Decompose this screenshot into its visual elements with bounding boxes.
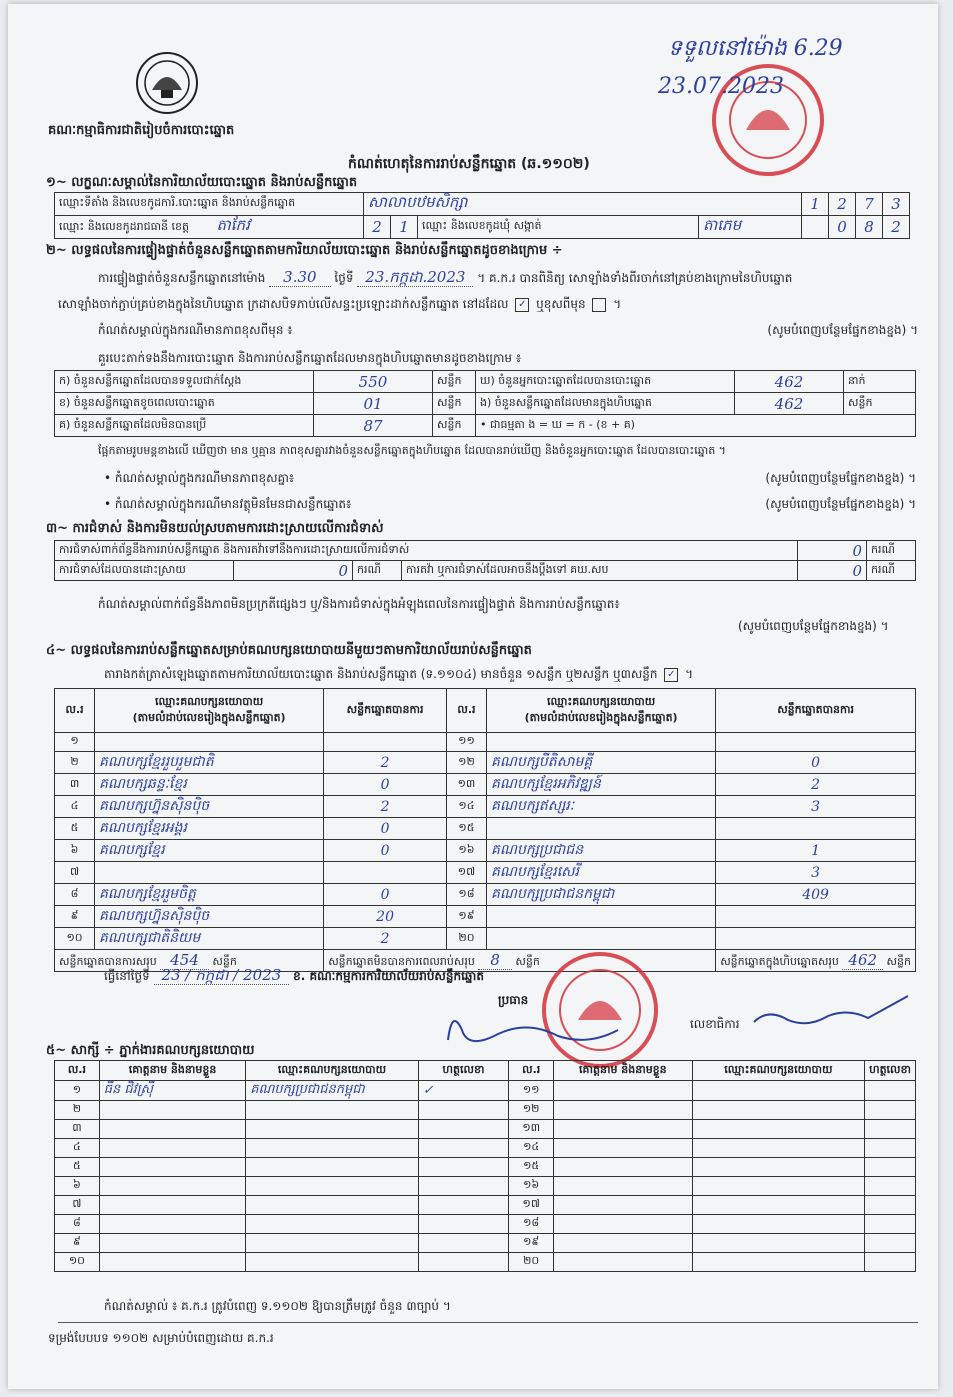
section5-heading: ៥~ សាក្សី ÷ ភ្នាក់ងារគណបក្សនយោបាយ bbox=[46, 1043, 255, 1058]
party-no: ១៤ bbox=[446, 796, 486, 818]
witness-signature bbox=[418, 1253, 509, 1272]
witness-row bbox=[55, 1215, 916, 1234]
party-name: គណបក្សហ្វ៊ុនស៊ិនប៉ិច bbox=[95, 906, 324, 928]
commune-code-1: 0 bbox=[829, 216, 856, 239]
same-checkbox[interactable]: ✓ bbox=[515, 298, 529, 312]
party-name: គណបក្សបីតិសាមគ្គី bbox=[487, 752, 716, 774]
party-row bbox=[55, 928, 916, 950]
party-no: ១៣ bbox=[446, 774, 486, 796]
party-row bbox=[55, 884, 916, 906]
party-name: គណបក្សឆន្ទៈខ្មែរ bbox=[95, 774, 324, 796]
section3-heading: ៣~ ការជំទាស់ និងការមិនយល់ស្របតាមការដោះស្រាយលើការជំទាស់ bbox=[46, 521, 384, 536]
appeals-value: 0 bbox=[798, 561, 867, 581]
province-code-1: 2 bbox=[364, 216, 391, 239]
party-name: គណបក្សខ្មែររួមចិត្ត bbox=[95, 884, 324, 906]
party-rows bbox=[55, 733, 916, 950]
witness-signature bbox=[418, 1234, 509, 1253]
party-name bbox=[95, 862, 324, 884]
party-name: គណបក្សខ្មែរអង្គរ bbox=[95, 818, 324, 840]
unused-ballots-value: 87 bbox=[314, 415, 433, 437]
witness-name bbox=[99, 1120, 245, 1139]
location-value: សាលាបឋមសិក្សា bbox=[364, 193, 802, 216]
section2-heading: ២~ លទ្ធផលនៃការផ្ទៀងផ្ទាត់ចំនួនសន្លឹកឆ្នោតតាមការិយាល័យបោះឆ្នោត និងរាប់សន្លឹកឆ្នោតដូចខាងក្រោម ÷ bbox=[46, 243, 563, 258]
witness-name bbox=[99, 1101, 245, 1120]
location-label: ឈ្មោះទីតាំង និងលេខកូដការិ.បោះឆ្នោត និងរាប់សន្លឹកឆ្នោត bbox=[55, 193, 364, 216]
witness-name bbox=[99, 1177, 245, 1196]
received-ballots-value: 550 bbox=[314, 371, 433, 393]
tally-3-sheets-checkbox[interactable]: ✓ bbox=[664, 668, 678, 682]
witness-no: ៧ bbox=[55, 1196, 100, 1215]
witness-party bbox=[246, 1215, 418, 1234]
party-votes: 0 bbox=[324, 774, 447, 796]
witness-no: ១១ bbox=[509, 1081, 554, 1101]
chairman-label: ប្រធាន bbox=[498, 993, 529, 1007]
party-name: គណបក្សខ្មែររួបរួមជាតិ bbox=[95, 752, 324, 774]
bullet-difference-note: • កំណត់សម្គាល់ក្នុងករណីមានភាពខុសគ្នា៖ bbox=[104, 471, 295, 485]
witness-name bbox=[554, 1253, 693, 1272]
witness-name bbox=[554, 1196, 693, 1215]
witness-signature bbox=[865, 1253, 916, 1272]
witness-row bbox=[55, 1158, 916, 1177]
bullet-nonballot-note: • កំណត់សម្គាល់ក្នុងករណីមានវត្ថុមិនមែនជាសន្លឹកឆ្នោត៖ bbox=[104, 497, 352, 511]
party-no: ២០ bbox=[446, 928, 486, 950]
footer-divider bbox=[58, 1322, 918, 1323]
witness-name bbox=[99, 1158, 245, 1177]
party-name: គណបក្សខ្មែរសេរី bbox=[487, 862, 716, 884]
witness-no: ៦ bbox=[55, 1177, 100, 1196]
witness-party bbox=[692, 1139, 864, 1158]
party-row bbox=[55, 818, 916, 840]
location-table bbox=[54, 192, 910, 239]
party-votes: 0 bbox=[716, 752, 916, 774]
commune-value: តាភេម bbox=[699, 216, 802, 239]
witness-signature bbox=[865, 1215, 916, 1234]
witness-signature bbox=[865, 1177, 916, 1196]
party-votes: 3 bbox=[716, 862, 916, 884]
province-code-2: 1 bbox=[391, 216, 418, 239]
received-date-note: 23.07.2023 bbox=[658, 74, 784, 99]
party-no: ៥ bbox=[55, 818, 95, 840]
witness-no: ៨ bbox=[55, 1215, 100, 1234]
party-row bbox=[55, 862, 916, 884]
witness-name: ធីន ជិវស្រ៊ី bbox=[99, 1081, 245, 1101]
tally-sheet-count: តារាងកត់ត្រាសំឡេងឆ្នោតតាមការិយាល័យបោះឆ្នោត និងរាប់សន្លឹកឆ្នោត (ទ.១១០៤) មានចំនួន ១សន្លឹក ឬ២សន្លឹក ឬ៣សន្លឹក ✓ ។ bbox=[104, 667, 694, 681]
party-name: គណបក្សខ្មែរ bbox=[95, 840, 324, 862]
party-row bbox=[55, 796, 916, 818]
party-votes: 3 bbox=[716, 796, 916, 818]
witness-party bbox=[692, 1196, 864, 1215]
witness-party bbox=[692, 1215, 864, 1234]
verify-date: 23.កក្កដា.2023 bbox=[357, 268, 473, 287]
party-no: ៧ bbox=[55, 862, 95, 884]
party-name: គណបក្សឥស្សរៈ bbox=[487, 796, 716, 818]
commune-code-3: 2 bbox=[883, 216, 910, 239]
witness-signature bbox=[418, 1120, 509, 1139]
ballot-count-table: ក) ចំនួនសន្លឹកឆ្នោតដែលបានទទួលជាក់ស្តែង 550 សន្លឹក ឃ) ចំនួនអ្នកបោះឆ្នោតដែលបានបោះឆ្នោត 462 នាក់ ខ) ចំនួនសន្លឹកឆ្នោតខូចពេលបោះឆ្នោត 01 សន្លឹក ង) ចំនួនសន្លឹកឆ្នោតដែលមានក្នុងហិបឆ្នោត 462 សន្លឹក គ) ចំនួនសន្លឹកឆ្នោតដែលមិនបានប្រើ 87 សន្លឹក • ជាធម្មតា ង = ឃ = ក - (ខ + គ) bbox=[54, 370, 916, 437]
irregularity-note: កំណត់សម្គាល់ពាក់ព័ន្ធនឹងភាពមិនប្រក្រតីផ្សេងៗ ឬ/និងការជំទាស់ក្នុងអំឡុងពេលនៃការផ្ទៀងផ្ទាត់ និងការរាប់សន្លឹកឆ្នោត៖ bbox=[98, 597, 620, 611]
witness-party bbox=[246, 1234, 418, 1253]
witness-no: ៩ bbox=[55, 1234, 100, 1253]
party-no: ១៥ bbox=[446, 818, 486, 840]
witness-name bbox=[554, 1101, 693, 1120]
ballots-in-box-value: 462 bbox=[735, 393, 844, 415]
party-name: គណបក្សខ្មែរអភិវឌ្ឍន៍ bbox=[487, 774, 716, 796]
witness-signature bbox=[865, 1101, 916, 1120]
province-value: តាកែវ bbox=[216, 216, 250, 234]
verify-line-1: ការផ្ទៀងផ្ទាត់ចំនួនសន្លឹកឆ្នោតនៅម៉ោង 3.30 ថ្ងៃទី 23.កក្កដា.2023 ។ គ.ក.រ បានពិនិត្យ សោឡាំងទាំងពីរចាក់នៅគ្រប់ខាងក្រោមនៃហិបឆ្នោត bbox=[98, 268, 793, 286]
party-name: គណបក្សហ្វ៊ុនស៊ិនប៉ិច bbox=[95, 796, 324, 818]
party-no: ១៧ bbox=[446, 862, 486, 884]
verify-line-2: សោឡាំងចាក់ភ្ជាប់គ្រប់ខាងក្នុងនៃហិបឆ្នោត ក្រដាសបិទភាប់លើសន្ទះប្រឡោះដាក់សន្លឹកឆ្នោត នៅដដែល ✓ ឬខុសពីមុន ។ bbox=[58, 297, 622, 311]
location-code-2: 2 bbox=[829, 193, 856, 216]
witness-signature bbox=[418, 1139, 509, 1158]
party-row bbox=[55, 733, 916, 752]
party-name bbox=[487, 928, 716, 950]
section1-heading: ១~ លក្ខណៈសម្គាល់នៃការិយាល័យបោះឆ្នោត និងរាប់សន្លឹកឆ្នោត bbox=[46, 175, 358, 190]
org-name: គណៈកម្មាធិការជាតិរៀបចំការបោះឆ្នោត bbox=[48, 123, 235, 138]
witness-no: ១៩ bbox=[509, 1234, 554, 1253]
party-no: ២ bbox=[55, 752, 95, 774]
footnote: កំណត់សម្គាល់ ៖ គ.ក.រ ត្រូវបំពេញ ទ.១១០២ ឱ្យបានត្រឹមត្រូវ ចំនួន ៣ច្បាប់ ។ bbox=[104, 1299, 451, 1313]
witness-signature: ✓ bbox=[418, 1081, 509, 1101]
commune-code-2: 8 bbox=[856, 216, 883, 239]
witness-signature bbox=[865, 1120, 916, 1139]
witness-row bbox=[55, 1196, 916, 1215]
witness-signature bbox=[418, 1101, 509, 1120]
voters-value: 462 bbox=[735, 371, 844, 393]
party-votes bbox=[716, 928, 916, 950]
verify-note-line: កំណត់សម្គាល់ក្នុងករណីមានភាពខុសពីមុន ៖ (សូមបំពេញបន្ថែមផ្នែកខាងខ្នង) ។ bbox=[98, 322, 918, 340]
witness-no: ៤ bbox=[55, 1139, 100, 1158]
party-votes bbox=[716, 733, 916, 752]
witness-signature bbox=[418, 1177, 509, 1196]
witness-no: ១៥ bbox=[509, 1158, 554, 1177]
witness-row bbox=[55, 1234, 916, 1253]
witness-signature bbox=[418, 1158, 509, 1177]
party-name bbox=[487, 906, 716, 928]
witness-signature bbox=[865, 1196, 916, 1215]
witness-row bbox=[55, 1253, 916, 1272]
location-code-3: 7 bbox=[856, 193, 883, 216]
witness-party bbox=[692, 1177, 864, 1196]
witness-name bbox=[99, 1215, 245, 1234]
witness-party bbox=[246, 1139, 418, 1158]
party-votes: 0 bbox=[324, 818, 447, 840]
witness-party bbox=[246, 1177, 418, 1196]
counts-intro: គួរបេះតាក់ទងនឹងការបោះឆ្នោត និងការរាប់សន្លឹកឆ្នោតដែលមានក្នុងហិបឆ្នោតមានដូចខាងក្រោម ៖ bbox=[98, 351, 522, 365]
section4-heading: ៤~ លទ្ធផលនៃការរាប់សន្លឹកឆ្នោតសម្រាប់គណបក្សនយោបាយនីមួយៗតាមការិយាល័យរាប់សន្លឹកឆ្នោត bbox=[46, 643, 532, 658]
witness-table: ល.រ គោត្តនាម និងនាមខ្លួន ឈ្មោះគណបក្សនយោបាយ ហត្ថលេខា ល.រ គោត្តនាម និងនាមខ្លួន ឈ្មោះគណបក្សនយោបាយ ហត្ថលេខា ១ ធីន ជិវស្រ៊ី គណបក្សប្រជាជនកម្ពុជា ✓ ១១ ២ ១២ ៣ ១៣ ៤ ១៤ ៥ ១៥ ៦ ១៦ ៧ ១៧ ៨ ១៨ ៩ ១៩ ១០ ២០ bbox=[54, 1060, 916, 1272]
witness-party bbox=[692, 1158, 864, 1177]
witness-no: ២០ bbox=[509, 1253, 554, 1272]
complaints-table: ការជំទាស់ពាក់ព័ន្ធនឹងការរាប់សន្លឹកឆ្នោត និងការតវ៉ាទៅនឹងការដោះស្រាយលើការជំទាស់ 0 ករណី ការជំទាស់ដែលបានដោះស្រាយ 0 ករណី ការតវ៉ា ឬការជំទាស់ដែលអាចនឹងប្តឹងទៅ គឃ.សប 0 ករណី bbox=[54, 540, 916, 581]
witness-name bbox=[99, 1253, 245, 1272]
party-votes bbox=[716, 818, 916, 840]
witness-name bbox=[554, 1158, 693, 1177]
witness-name bbox=[99, 1139, 245, 1158]
chairman-signature bbox=[438, 1000, 628, 1056]
witness-no: ២ bbox=[55, 1101, 100, 1120]
witness-party bbox=[692, 1081, 864, 1101]
total-invalid-value: 8 bbox=[478, 951, 512, 970]
party-row bbox=[55, 774, 916, 796]
party-votes: 0 bbox=[324, 884, 447, 906]
party-votes: 0 bbox=[324, 840, 447, 862]
witness-name bbox=[554, 1177, 693, 1196]
party-name: គណបក្សប្រជាជនកម្ពុជា bbox=[487, 884, 716, 906]
witness-party bbox=[246, 1196, 418, 1215]
party-votes: 1 bbox=[716, 840, 916, 862]
party-no: ១៨ bbox=[446, 884, 486, 906]
witness-no: ១៧ bbox=[509, 1196, 554, 1215]
party-votes: 409 bbox=[716, 884, 916, 906]
party-votes: 2 bbox=[716, 774, 916, 796]
party-no: ៦ bbox=[55, 840, 95, 862]
witness-signature bbox=[865, 1081, 916, 1101]
party-votes bbox=[324, 733, 447, 752]
nec-emblem-icon bbox=[134, 50, 200, 116]
witness-name bbox=[554, 1215, 693, 1234]
secretary-signature bbox=[748, 988, 918, 1038]
witness-rows bbox=[55, 1081, 916, 1272]
witness-no: ៣ bbox=[55, 1120, 100, 1139]
commune-label: ឈ្មោះ និងលេខកូដឃុំ សង្កាត់ bbox=[418, 216, 699, 239]
witness-party bbox=[692, 1253, 864, 1272]
received-time-note: ទទួលនៅម៉ោង 6.29 bbox=[668, 36, 843, 61]
witness-name bbox=[554, 1081, 693, 1101]
party-no: ១១ bbox=[446, 733, 486, 752]
witness-party bbox=[246, 1253, 418, 1272]
party-name bbox=[487, 818, 716, 840]
witness-no: ១ bbox=[55, 1081, 100, 1101]
witness-party bbox=[692, 1101, 864, 1120]
party-results-table: ល.រ ឈ្មោះគណបក្សនយោបាយ (តាមលំដាប់លេខរៀងក្នុងសន្លឹកឆ្នោត) សន្លឹកឆ្នោតបានការ ល.រ ឈ្មោះគណបក្សនយោបាយ (តាមលំដាប់លេខរៀងក្នុងសន្លឹកឆ្នោត) សន្លឹកឆ្នោតបានការ ១ ១១ ២ គណបក្សខ្មែររួបរួមជាតិ 2 ១២ គណបក្សបីតិសាមគ្គី 0 ៣ គណបក្សឆន្ទៈខ្មែរ 0 ១៣ គណបក្សខ្មែរអភិវឌ្ឍន៍ 2 ៤ គណបក្សហ្វ៊ុនស៊ិនប៉ិច 2 ១៤ គណបក្សឥស្សរៈ 3 ៥ គណបក្សខ្មែរអង្គរ 0 ១៥ ៦ គណបក្សខ្មែរ 0 ១៦ គណបក្សប្រជាជន 1 ៧ ១៧ គណបក្សខ្មែរសេរី 3 ៨ គណបក្សខ្មែររួមចិត្ត 0 ១៨ គណបក្សប្រជាជនកម្ពុជា 409 ៩ គណបក្សហ្វ៊ុនស៊ិនប៉ិច 20 ១៩ ១០ គណបក្សជាតិនិយម 2 ២០ សន្លឹកឆ្នោតបានការសរុប 454 សន្លឹក សន្លឹកឆ្នោតមិនបានការពេលរាប់សរុប 8 សន្លឹក សន្លឹកឆ្នោតក្នុងហិបឆ្នោតសរុប 462 សន្លឹក bbox=[54, 688, 916, 972]
witness-name bbox=[99, 1196, 245, 1215]
total-box-value: 462 bbox=[842, 951, 883, 970]
party-name bbox=[487, 733, 716, 752]
witness-name bbox=[554, 1120, 693, 1139]
made-on-date: 23 / កក្កដា / 2023 bbox=[154, 966, 290, 985]
form-sheet: គណៈកម្មាធិការជាតិរៀបចំការបោះឆ្នោត ទទួលនៅម៉ោង 6.29 23.07.2023 កំណត់ហេតុនៃការរាប់សន្លឹកឆ្នោត (ឆ.១១០២) ១~ លក្ខណៈសម្គាល់នៃការិយាល័យបោះឆ្នោត និងរាប់សន្លឹកឆ្នោត ឈ្មោះទីតាំង និងលេខកូដការិ.បោះឆ្នោត និងរាប់សន្លឹកឆ្នោត សាលាបឋមសិក្សា 1 2 7 3 ឈ្មោះ និងលេខកូដរាជធានី ខេត្ត តាកែវ 2 1 ឈ្មោះ និងលេខកូដឃុំ សង្កាត់ តាភេម 0 8 2 ២~ លទ្ធផលនៃការផ្ទៀងផ្ទាត់ចំនួនសន្លឹកឆ្នោតតាមការិយាល័យបោះឆ្នោត និងរាប់សន្លឹកឆ្នោតដូចខាងក្រោម ÷ ការផ្ទៀងផ្ទាត់ចំនួនសន្លឹកឆ្នោតនៅម៉ោង 3.30 ថ្ងៃទី 23.កក្កដា.2023 ។ គ.ក.រ បានពិនិត្យ សោឡាំងទាំងពីរចាក់នៅគ្រប់ខាងក្រោមនៃហិបឆ្នោត សោឡាំងចាក់ភ្ជាប់គ្រប់ខាងក្នុងនៃហិបឆ្នោត ក្រដាសបិទភាប់លើសន្ទះប្រឡោះដាក់សន្លឹកឆ្នោត នៅដដែល ✓ ឬខុសពីមុន ។ កំណត់សម្គាល់ក្នុងករណីមានភាពខុសពីមុន ៖ (សូមបំពេញបន្ថែមផ្នែកខាងខ្នង) ។ គួរបេះតាក់ទងនឹងការបោះឆ្នោត និងការរាប់សន្លឹកឆ្នោតដែលមានក្នុងហិបឆ្នោតមានដូចខាងក្រោម ៖ ក) ចំនួនសន្លឹកឆ្នោតដែលបានទទួលជាក់ស្តែង 550 សន្លឹក ឃ) ចំនួនអ្នកបោះឆ្នោតដែលបានបោះឆ្នោត 462 នាក់ ខ) ចំនួនសន្លឹកឆ្នោតខូចពេលបោះឆ្នោត 01 សន្លឹក ង) ចំនួនសន្លឹកឆ្នោតដែលមានក្នុងហិបឆ្នោត 462 សន្លឹក គ) ចំនួនសន្លឹកឆ្នោតដែលមិនបានប្រើ 87 សន្លឹក • ជាធម្មតា ង = ឃ = ក - (ខ + គ) ផ្អែកតាមរូបមន្តខាងលើ ឃើញថា មាន ឬគ្មាន ភាពខុសគ្នារវាងចំនួនសន្លឹកឆ្នោតក្នុងហិបឆ្នោត ដែលបានរាប់ឃើញ និងចំនួនអ្នកបោះឆ្នោត ដែលបានបោះឆ្នោត ។ • កំណត់សម្គាល់ក្នុងករណីមានភាពខុសគ្នា៖ (សូមបំពេញបន្ថែមផ្នែកខាងខ្នង) ។ • កំណត់សម្គាល់ក្នុងករណីមានវត្ថុមិនមែនជាសន្លឹកឆ្នោត៖ (សូមបំពេញបន្ថែមផ្នែកខាងខ្នង) ។ ៣~ ការជំទាស់ និងការមិនយល់ស្របតាមការដោះស្រាយលើការជំទាស់ ការជំទាស់ពាក់ព័ន្ធនឹងការរាប់សន្លឹកឆ្នោត និងការតវ៉ាទៅនឹងការដោះស្រាយលើការជំទាស់ 0 ករណី ការជំទាស់ដែលបានដោះស្រាយ 0 ករណី ការតវ៉ា ឬការជំទាស់ដែលអាចនឹងប្តឹងទៅ គឃ.សប 0 ករណី កំណត់សម្គាល់ពាក់ព័ន្ធនឹងភាពមិនប្រក្រតីផ្សេងៗ ឬ/និងការជំទាស់ក្នុងអំឡុងពេលនៃការផ្ទៀងផ្ទាត់ និងការរាប់សន្លឹកឆ្នោត៖ (សូមបំពេញបន្ថែមផ្នែកខាងខ្នង) ។ ៤~ លទ្ធផលនៃការរាប់សន្លឹកឆ្នោតសម្រាប់គណបក្សនយោបាយនីមួយៗតាមការិយាល័យរាប់សន្លឹកឆ្នោត តារាងកត់ត្រាសំឡេងឆ្នោតតាមការិយាល័យបោះឆ្នោត និងរាប់សន្លឹកឆ្នោត (ទ.១១០៤) មានចំនួន ១សន្លឹក ឬ២សន្លឹក ឬ៣សន្លឹក ✓ ។ ល.រ ឈ្មោះគណបក្សនយោបាយ (តាមលំដាប់លេខរៀងក្នុងសន្លឹកឆ្នោត) សន្លឹកឆ្នោតបានការ ល.រ ឈ្មោះគណបក្សនយោបាយ (តាមលំដាប់លេខរៀងក្នុងសន្លឹកឆ្នោត) សន្លឹកឆ្នោតបានការ ១ ១១ ២ គណបក្សខ្មែររួបរួមជាតិ 2 ១២ គណបក្សបីតិសាមគ្គី 0 ៣ គណបក្សឆន្ទៈខ្មែរ 0 ១៣ គណបក្សខ្មែរអភិវឌ្ឍន៍ 2 ៤ គណបក្សហ្វ៊ុនស៊ិនប៉ិច 2 ១៤ គណបក្សឥស្សរៈ 3 ៥ គណបក្សខ្មែរអង្គរ 0 ១៥ ៦ គណបក្សខ្មែរ 0 ១៦ គណបក្សប្រជាជន 1 ៧ ១៧ គណបក្សខ្មែរសេរី 3 ៨ គណបក្សខ្មែររួមចិត្ត 0 ១៨ គណបក្សប្រជាជនកម្ពុជា 409 ៩ គណបក្សហ្វ៊ុនស៊ិនប៉ិច 20 ១៩ ១០ គណបក្សជាតិនិយម 2 ២០ សន្លឹកឆ្នោតបានការសរុប 454 សន្លឹក សន្លឹកឆ្នោតមិនបានការពេលរាប់សរុប 8 សន្លឹក សន្លឹកឆ្នោតក្នុងហិបឆ្នោតសរុប 462 សន្លឹក ធ្វើនៅថ្ងៃទី 23 / កក្កដា / 2023 ខ. គណៈកម្មការការិយាល័យរាប់សន្លឹកឆ្នោត ប្រធាន លេខាធិការ ៥~ សាក្សី ÷ ភ្នាក់ងារគណបក្សនយោបាយ ល.រ គោត្តនាម និងនាមខ្លួន ឈ្មោះគណបក្សនយោបាយ ហត្ថលេខា ល.រ គោត្តនាម និងនាមខ្លួន ឈ្មោះគណបក្សនយោបាយ ហត្ថលេខា ១ ធីន ជិវស្រ៊ី គណបក្សប្រជាជនកម្ពុជា ✓ ១១ ២ ១២ ៣ ១៣ ៤ ១៤ ៥ ១៥ ៦ ១៦ ៧ ១៧ ៨ ១៨ ៩ ១៩ ១០ ២០ កំណត់សម្គាល់ ៖ គ.ក.រ ត្រូវបំពេញ ទ.១១០២ ឱ្យបានត្រឹមត្រូវ ចំនួន ៣ច្បាប់ ។ ទម្រង់បែបបទ ១១០២ សម្រាប់បំពេញដោយ គ.ក.រ bbox=[8, 4, 938, 1389]
witness-party bbox=[246, 1101, 418, 1120]
witness-no: ១២ bbox=[509, 1101, 554, 1120]
witness-signature bbox=[865, 1158, 916, 1177]
party-row bbox=[55, 840, 916, 862]
witness-no: ១៦ bbox=[509, 1177, 554, 1196]
form-footer: ទម្រង់បែបបទ ១១០២ សម្រាប់បំពេញដោយ គ.ក.រ bbox=[48, 1331, 274, 1345]
resolved-value: 0 bbox=[234, 561, 353, 581]
party-name bbox=[95, 733, 324, 752]
party-no: ១២ bbox=[446, 752, 486, 774]
witness-no: ១៤ bbox=[509, 1139, 554, 1158]
witness-no: ៥ bbox=[55, 1158, 100, 1177]
witness-signature bbox=[865, 1234, 916, 1253]
witness-name bbox=[99, 1234, 245, 1253]
party-votes: 2 bbox=[324, 928, 447, 950]
witness-row bbox=[55, 1120, 916, 1139]
party-no: ៤ bbox=[55, 796, 95, 818]
witness-signature bbox=[418, 1196, 509, 1215]
party-no: ១ bbox=[55, 733, 95, 752]
province-label: ឈ្មោះ និងលេខកូដរាជធានី ខេត្ត bbox=[59, 220, 189, 233]
witness-name bbox=[554, 1139, 693, 1158]
witness-signature bbox=[865, 1139, 916, 1158]
party-no: ១៩ bbox=[446, 906, 486, 928]
party-votes: 20 bbox=[324, 906, 447, 928]
witness-party bbox=[692, 1120, 864, 1139]
witness-row bbox=[55, 1177, 916, 1196]
witness-row bbox=[55, 1101, 916, 1120]
witness-party bbox=[246, 1158, 418, 1177]
secretary-label: លេខាធិការ bbox=[690, 1017, 740, 1031]
witness-party: គណបក្សប្រជាជនកម្ពុជា bbox=[246, 1081, 418, 1101]
verify-time: 3.30 bbox=[269, 268, 330, 287]
party-name: គណបក្សប្រជាជន bbox=[487, 840, 716, 862]
party-no: ៩ bbox=[55, 906, 95, 928]
witness-no: ១៣ bbox=[509, 1120, 554, 1139]
party-no: ១៦ bbox=[446, 840, 486, 862]
party-votes bbox=[716, 906, 916, 928]
total-valid-value: 454 bbox=[160, 951, 209, 970]
party-no: ៨ bbox=[55, 884, 95, 906]
witness-name bbox=[554, 1234, 693, 1253]
party-votes: 2 bbox=[324, 752, 447, 774]
location-code-1: 1 bbox=[802, 193, 829, 216]
formula: • ជាធម្មតា ង = ឃ = ក - (ខ + គ) bbox=[476, 415, 916, 437]
witness-no: ១៨ bbox=[509, 1215, 554, 1234]
party-row bbox=[55, 752, 916, 774]
witness-row bbox=[55, 1139, 916, 1158]
location-code-4: 3 bbox=[883, 193, 910, 216]
witness-row bbox=[55, 1081, 916, 1101]
form-title: កំណត់ហេតុនៃការរាប់សន្លឹកឆ្នោត (ឆ.១១០២) bbox=[348, 156, 590, 172]
party-no: ១០ bbox=[55, 928, 95, 950]
witness-no: ១០ bbox=[55, 1253, 100, 1272]
party-votes bbox=[324, 862, 447, 884]
different-checkbox[interactable] bbox=[592, 298, 606, 312]
witness-party bbox=[246, 1120, 418, 1139]
party-votes: 2 bbox=[324, 796, 447, 818]
spoiled-ballots-value: 01 bbox=[314, 393, 433, 415]
made-on-line: ធ្វើនៅថ្ងៃទី 23 / កក្កដា / 2023 ខ. គណៈកម្មការការិយាល័យរាប់សន្លឹកឆ្នោត bbox=[104, 966, 484, 984]
note-hint: (សូមបំពេញបន្ថែមផ្នែកខាងខ្នង) ។ bbox=[767, 323, 918, 337]
party-row bbox=[55, 906, 916, 928]
complaints-value: 0 bbox=[798, 541, 867, 561]
witness-signature bbox=[418, 1215, 509, 1234]
party-name: គណបក្សជាតិនិយម bbox=[95, 928, 324, 950]
party-no: ៣ bbox=[55, 774, 95, 796]
witness-party bbox=[692, 1234, 864, 1253]
difference-line: ផ្អែកតាមរូបមន្តខាងលើ ឃើញថា មាន ឬគ្មាន ភាពខុសគ្នារវាងចំនួនសន្លឹកឆ្នោតក្នុងហិបឆ្នោត ដែលបានរាប់ឃើញ និងចំនួនអ្នកបោះឆ្នោត ដែលបានបោះឆ្នោត ។ bbox=[98, 444, 726, 457]
